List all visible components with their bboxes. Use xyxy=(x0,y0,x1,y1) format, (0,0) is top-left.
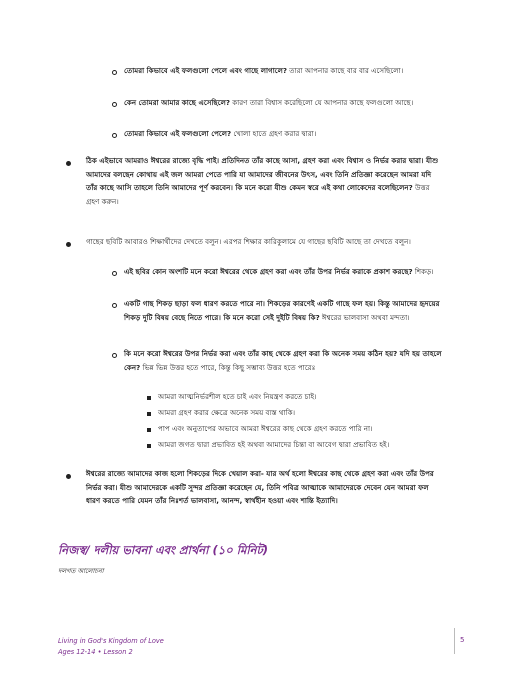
circle-bullet-icon xyxy=(112,271,117,276)
sub-question: তোমরা কিভাবে এই ফলগুলো পেলে এবং গাছে লাগালে? তারা আপনার কাছে বার বার এসেছিলো। xyxy=(124,66,404,75)
bullet-icon xyxy=(66,161,71,166)
possible-answer: আমরা আত্মনির্ভরশীল হতে চাই এবং নিয়ন্ত্রণ করতে চাই। xyxy=(158,392,317,401)
square-bullet-icon xyxy=(147,412,151,416)
sub-question: কি মনে করো ঈশ্বরের উপর নির্ভর করা এবং তাঁর কাছ থেকে গ্রহণ করা কি অনেক সময় কঠিন হয়? যদি হয় তাহলে কেন? ভিন্ন ভিন্ন উত্তর হতে পারে, কিন্তু কিছু সম্ভাব্য উত্তর হতে পারেঃ xyxy=(124,349,442,372)
circle-bullet-icon xyxy=(112,102,117,107)
possible-answer: পাপ এবং অনুতাপের অভাবে আমরা ঈশ্বরের কাছ থেকে গ্রহণ করতে পারি না। xyxy=(158,424,373,433)
footer-meta: Ages 12-14 • Lesson 2 xyxy=(58,648,133,656)
section-heading: নিজস্ব/ দলীয় ভাবনা এবং প্রার্থনা (১০ মিনিট) xyxy=(58,543,269,557)
circle-bullet-icon xyxy=(112,353,117,358)
section-subheading: দলগত আলোচনা xyxy=(58,567,104,575)
paragraph: ঠিক এইভাবে আমরাও ঈশ্বরের রাজ্যে বৃদ্ধি পাই। প্রতিদিনত তাঁর কাছে আসা, গ্রহণ করা এবং বিশ্বাস ও নির্ভর করার দ্বারা। যীশু আমাদের বলছেন কোথায় এই জল আমরা পেতে পারি যা আমাদের জীবনের উৎস, এবং তিনি প্রতিজ্ঞা করেছেন আমরা যদি তাঁর কাছে আসি তাহলে তিনি আমাদের পূর্ণ করবেন। কি মনে করো যীশু কেমন স্বরে এই কথা লোকেদের বলেছিলেন? উত্তর গ্রহণ করুন। xyxy=(86,156,439,206)
bullet-icon xyxy=(66,474,71,479)
footer-divider xyxy=(454,628,455,654)
page-number: 5 xyxy=(460,636,465,644)
circle-bullet-icon xyxy=(112,70,117,75)
paragraph: ঈশ্বরের রাজ্যে আমাদের কাজ হলো শিকড়ের দিকে খেয়াল করা- যার অর্থ হলো ঈশ্বরের কাছ থেকে গ্রহণ করা এবং তাঁর উপর নির্ভর করা। যীশু আমাদেরকে একটি সুন্দর প্রতিজ্ঞা করেছেন যে, তিনি পবিত্র আত্মাকে আমাদেরকে দেবেন যেন আমরা ফল ধারণ করতে পারি যেমন তাঁর নিঃশর্ত ভালবাসা, আনন্দ, স্বার্থহীন হওয়া এবং শান্তি ইত্যাদি। xyxy=(86,469,434,505)
sub-question: একটি গাছ শিকড় ছাড়া ফল ধারণ করতে পারে না। শিকড়ের কারণেই একটি গাছে ফল হয়। কিন্তু আমাদের হৃদয়ের শিকড় দুটি বিষয় বেছে নিতে পারে। কি মনে করো সেই দুইটি বিষয় কি? ঈশ্বরের ভালবাসা অথবা মন্দতা। xyxy=(124,299,440,322)
sub-question: এই ছবির কোন অংশটি মনে করো ঈশ্বরের থেকে গ্রহণ করা এবং তাঁর উপর নির্ভর করাকে প্রকাশ করছে? শিকড়। xyxy=(124,267,434,276)
square-bullet-icon xyxy=(147,428,151,432)
possible-answer: আমরা জগত দ্বারা প্রভাবিত হই অথবা আমাদের চিন্তা বা আবেগ দ্বারা প্রভাবিত হই। xyxy=(158,440,390,449)
square-bullet-icon xyxy=(147,396,151,400)
possible-answer: আমরা গ্রহণ করার ক্ষেত্রে অনেক সময় ব্যস্ত থাকি। xyxy=(158,408,296,417)
footer-title: Living in God's Kingdom of Love xyxy=(58,637,164,645)
bullet-icon xyxy=(66,242,71,247)
circle-bullet-icon xyxy=(112,303,117,308)
square-bullet-icon xyxy=(147,444,151,448)
sub-question: তোমরা কিভাবে এই ফলগুলো পেলে? খোলা হাতে গ্রহণ করার দ্বারা। xyxy=(124,129,317,138)
circle-bullet-icon xyxy=(112,133,117,138)
footer xyxy=(58,636,164,658)
paragraph: গাছের ছবিটি আবারও শিক্ষার্থীদের দেখতে বলুন। এরপর শিক্ষার কারিকুলামে যে গাছের ছবিটি আছে তা দেখতে বলুন। xyxy=(86,237,411,246)
sub-question: কেন তোমরা আমার কাছে এসেছিলে? কারণ তারা বিশ্বাস করেছিলো যে আপনার কাছে ফলগুলো আছে। xyxy=(124,98,414,107)
